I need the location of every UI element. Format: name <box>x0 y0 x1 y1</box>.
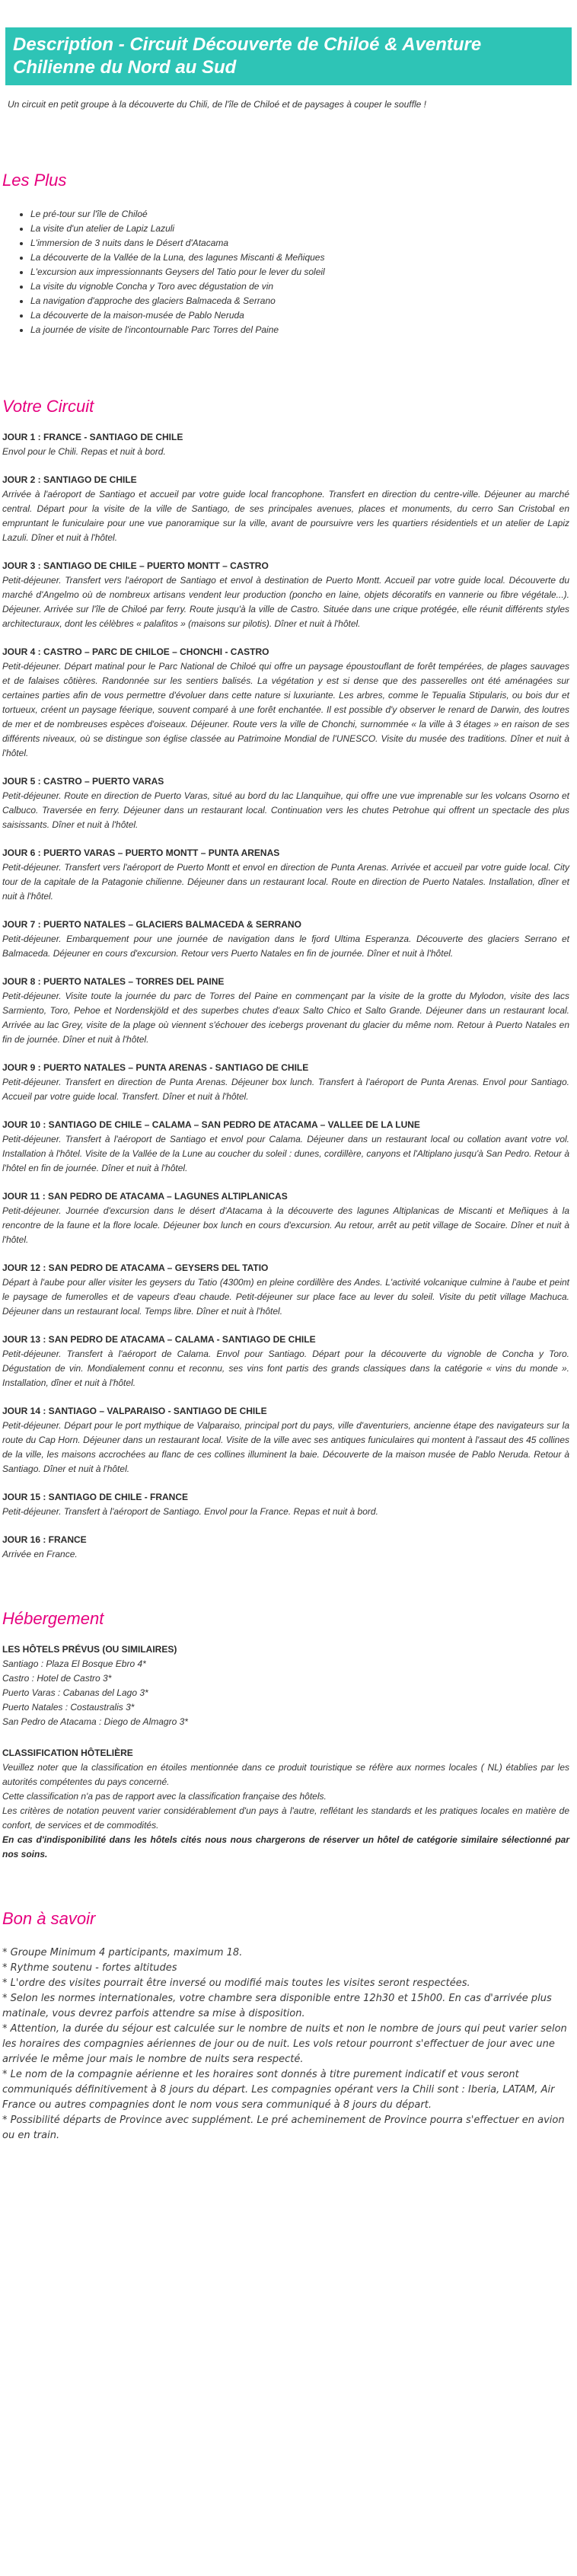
hebergement-heading: Hébergement <box>2 1609 104 1628</box>
classification-text <box>0 1760 577 1833</box>
plus-item: • La découverte de la Vallée de la Luna, des lagunes Miscanti & Meñiques <box>30 251 577 265</box>
hotel-item: Santiago : Plaza El Bosque Ebro 4* <box>2 1658 146 1669</box>
itinerary-day <box>2 559 569 631</box>
itinerary-day <box>2 1118 569 1176</box>
day-description: Départ à l'aube pour aller visiter les geysers du Tatio (4300m) en pleine cordillère des Andes. L'activité volcanique culmine à l'aube et peint le paysage de fumerolles et de vapeurs d'eau chaude. Petit-déjeuner sur place face au lever du soleil. Visite du petit village Machuca. Déjeuner dans un restaurant local. Temps libre. Dîner et nuit à l'hôtel. <box>2 1277 569 1317</box>
day-description: Petit-déjeuner. Transfert à l'aéroport de Calama. Envol pour Santiago. Départ pour la découverte du vignoble de Concha y Toro. Dégustation de vin. Mondialement connu et reconnu, ses vins font partis des grands classiques dans la catégorie « vins du monde ». Installation, dîner et nuit à l'hôtel. <box>2 1349 569 1388</box>
itinerary-day <box>2 1490 569 1519</box>
plus-item: • L'excursion aux impressionnants Geysers del Tatio pour le lever du soleil <box>30 265 577 279</box>
day-title: JOUR 5 : CASTRO – PUERTO VARAS <box>2 776 164 787</box>
circuit-section <box>0 397 577 1562</box>
les-plus-section <box>0 171 577 337</box>
day-title: JOUR 7 : PUERTO NATALES – GLACIERS BALMACEDA & SERRANO <box>2 919 301 930</box>
day-title: JOUR 15 : SANTIAGO DE CHILE - FRANCE <box>2 1492 189 1502</box>
itinerary-day <box>2 774 569 832</box>
itinerary-day <box>2 1333 569 1390</box>
itinerary-day <box>2 430 569 459</box>
itinerary-day <box>2 975 569 1047</box>
classification-note: En cas d'indisponibilité dans les hôtels cités nous nous chargerons de réserver un hôtel de catégorie similaire sélectionné par nos soins. <box>2 1834 569 1859</box>
plus-item: • La navigation d'approche des glaciers Balmaceda & Serrano <box>30 294 577 308</box>
bon-a-savoir-note: * Le nom de la compagnie aérienne et les horaires sont donnés à titre purement indicatif et vous seront communiqués définitivement à 8 jours du départ. Les compagnies opérant vers la Chili sont : Iberia, LATAM, Air France ou autres compagnies dont le nom vous sera communiqué à 8 jours du départ. <box>2 2069 555 2111</box>
day-description: Petit-déjeuner. Transfert vers l'aéroport de Puerto Montt et envol en direction de Punta Arenas. Arrivée et accueil par votre guide local. City tour de la capitale de la Patagonie chilienne. Déjeuner dans un restaurant local. Route en direction de Puerto Natales. Installation, dîner et nuit à l'hôtel. <box>2 862 569 902</box>
page <box>0 27 577 2143</box>
day-description: Petit-déjeuner. Visite toute la journée du parc de Torres del Paine en commençant par la visite de la grotte du Mylodon, visite des lacs Sarmiento, Toro, Pehoe et Nordenskjöld et des superbes chutes d'eaux Salto Chico et Salto Grande. Déjeuner dans un restaurant local. Arrivée au lac Grey, visite de la plage où viennent s'échouer des icebergs provenant du glacier du même nom. Retour à Puerto Natales en fin de journée. Dîner et nuit à l'hôtel. <box>2 991 569 1045</box>
itinerary-day <box>2 1404 569 1476</box>
day-title: JOUR 4 : CASTRO – PARC DE CHILOE – CHONCHI - CASTRO <box>2 646 269 657</box>
itinerary-day <box>2 1261 569 1319</box>
page-title: Description - Circuit Découverte de Chiloé & Aventure Chilienne du Nord au Sud <box>13 34 482 78</box>
itinerary-days <box>2 430 577 1562</box>
day-title: JOUR 9 : PUERTO NATALES – PUNTA ARENAS - SANTIAGO DE CHILE <box>2 1062 309 1073</box>
day-description: Arrivée en France. <box>2 1549 78 1559</box>
day-description: Petit-déjeuner. Journée d'excursion dans le désert d'Atacama à la découverte des lagunes Altiplanicas de Miscanti et Meñiques à la rencontre de la faune et la flore locale. Déjeuner box lunch en cours d'excursion. Au retour, arrêt au petit village de Socaire. Dîner et nuit à l'hôtel. <box>2 1205 569 1245</box>
classification-paragraph: Veuillez noter que la classification en étoiles mentionnée dans ce produit touristique se réfère aux normes locales ( NL) établies par les autorités compétentes du pays concerné. <box>2 1762 569 1787</box>
day-title: JOUR 14 : SANTIAGO – VALPARAISO - SANTIAGO DE CHILE <box>2 1406 267 1416</box>
bon-a-savoir-notes <box>2 1946 568 2143</box>
itinerary-day <box>2 1189 569 1247</box>
plus-item: • Le pré-tour sur l'île de Chiloé <box>30 207 577 222</box>
day-title: JOUR 3 : SANTIAGO DE CHILE – PUERTO MONTT – CASTRO <box>2 560 269 571</box>
hotels-list <box>2 1657 577 1729</box>
day-title: JOUR 12 : SAN PEDRO DE ATACAMA – GEYSERS DEL TATIO <box>2 1262 269 1273</box>
day-description: Petit-déjeuner. Route en direction de Puerto Varas, situé au bord du lac Llanquihue, qui offre une vue imprenable sur les volcans Osorno et Calbuco. Traversée en ferry. Déjeuner dans un restaurant local. Continuation vers les chutes Petrohue qui offrent un spectacle des plus saisissants. Dîner et nuit à l'hôtel. <box>2 790 569 830</box>
title-banner <box>5 27 572 85</box>
bon-a-savoir-note: * Selon les normes internationales, votre chambre sera disponible entre 12h30 et 15h00. En cas d'arrivée plus matinale, vous devrez parfois attendre sa mise à disposition. <box>2 1993 552 2019</box>
bon-a-savoir-note: * L'ordre des visites pourrait être inversé ou modifié mais toutes les visites seront respectées. <box>2 1977 470 1989</box>
itinerary-day <box>2 1061 569 1104</box>
hotel-item: Castro : Hotel de Castro 3* <box>2 1673 112 1684</box>
itinerary-day <box>2 846 569 904</box>
day-description: Petit-déjeuner. Départ pour le port mythique de Valparaiso, principal port du pays, ville d'aventuriers, ancienne étape des navigateurs sur la route du Cap Horn. Déjeuner dans un restaurant local. Visite de la ville avec ses antiques funiculaires qui montent à l'assaut des 45 collines de la ville, les maisons accrochées au flanc de ces collines illuminent la baie. Découverte de la maison musée de Pablo Neruda. Retour à Santiago. Dîner et nuit à l'hôtel. <box>2 1420 569 1474</box>
plus-item: • La visite du vignoble Concha y Toro avec dégustation de vin <box>30 279 577 294</box>
day-description: Petit-déjeuner. Départ matinal pour le Parc National de Chiloé qui offre un paysage époustouflant de forêt tempérées, de plages sauvages et de falaises côtières. Randonnée sur les sentiers balisés. La végétation y est si dense que des passerelles ont été aménagées sur certaines parties afin de vous permettre d'évoluer dans cette nature si luxuriante. Les arbres, comme le Tepualia Stipularis, ou bois dur et tortueux, créent un paysage féerique, souvent comparé à une forêt enchantée. Il est possible d'y observer le renard de Darwin, des loutres de mer et de nombreuses espèces d'oiseaux. Déjeuner. Route vers la ville de Chonchi, surnommée « la ville à 3 étages » en raison de ses différents niveaux, où se distingue son église classée au Patrimoine Mondial de l'UNESCO. Visite du musée des traditions. Dîner et nuit à l'hôtel. <box>2 661 569 758</box>
plus-item: • La journée de visite de l'incontournable Parc Torres del Paine <box>30 323 577 337</box>
plus-item: • La découverte de la maison-musée de Pablo Neruda <box>30 308 577 323</box>
classification-paragraph: Cette classification n'a pas de rapport avec la classification française des hôtels. <box>2 1791 327 1802</box>
circuit-heading: Votre Circuit <box>2 397 94 416</box>
bon-a-savoir-note: * Attention, la durée du séjour est calculée sur le nombre de nuits et non le nombre de jours qui peut varier selon les horaires des compagnies aériennes de jour ou de nuit. Les vols retour pourront s'effectuer de jour avec une arrivée le même jour mais le nombre de nuits sera respecté. <box>2 2023 567 2065</box>
intro-text: Un circuit en petit groupe à la découverte du Chili, de l'île de Chiloé et de paysages à couper le souffle ! <box>8 99 426 110</box>
day-title: JOUR 6 : PUERTO VARAS – PUERTO MONTT – PUNTA ARENAS <box>2 847 280 858</box>
day-description: Petit-déjeuner. Transfert vers l'aéroport de Santiago et envol à destination de Puerto Montt. Accueil par votre guide local. Découverte du marché d'Angelmo où de nombreux artisans vendent leur production (poncho en laine, objets décoratifs en vannerie ou fibre végétale...). Déjeuner. Arrivée sur l'île de Chiloé par ferry. Route jusqu'à la ville de Castro. Située dans une crique protégée, elle réunit différents styles architecturaux, dont les célèbres « palafitos » (maisons sur pilotis). Dîner et nuit à l'hôtel. <box>2 575 569 629</box>
day-title: JOUR 16 : FRANCE <box>2 1534 87 1545</box>
bon-a-savoir-note: * Rythme soutenu - fortes altitudes <box>2 1962 177 1974</box>
hotel-item: Puerto Varas : Cabanas del Lago 3* <box>2 1687 148 1698</box>
day-title: JOUR 8 : PUERTO NATALES – TORRES DEL PAINE <box>2 976 225 987</box>
day-title: JOUR 13 : SAN PEDRO DE ATACAMA – CALAMA - SANTIAGO DE CHILE <box>2 1334 316 1345</box>
bon-a-savoir-note: * Groupe Minimum 4 participants, maximum 18. <box>2 1947 243 1958</box>
day-title: JOUR 2 : SANTIAGO DE CHILE <box>2 474 137 485</box>
hotel-item: Puerto Natales : Costaustralis 3* <box>2 1702 135 1713</box>
itinerary-day <box>2 1533 569 1562</box>
hotel-item: San Pedro de Atacama : Diego de Almagro 3* <box>2 1716 188 1727</box>
bon-a-savoir-section <box>0 1909 577 2143</box>
les-plus-heading: Les Plus <box>2 171 67 190</box>
day-description: Petit-déjeuner. Transfert à l'aéroport de Santiago et envol pour Calama. Déjeuner dans un restaurant local ou collation avant votre vol. Installation à l'hôtel. Visite de la Vallée de la Lune au coucher du soleil : dunes, cordillère, canyons et l'Altiplano jusqu'à San Pedro. Retour à l'hôtel en fin de journée. Dîner et nuit à l'hôtel. <box>2 1134 569 1173</box>
day-title: JOUR 11 : SAN PEDRO DE ATACAMA – LAGUNES ALTIPLANICAS <box>2 1191 288 1202</box>
day-description: Envol pour le Chili. Repas et nuit à bord. <box>2 446 166 457</box>
day-title: JOUR 10 : SANTIAGO DE CHILE – CALAMA – SAN PEDRO DE ATACAMA – VALLEE DE LA LUNE <box>2 1119 420 1130</box>
itinerary-day <box>2 918 569 961</box>
day-description: Petit-déjeuner. Transfert à l'aéroport de Santiago. Envol pour la France. Repas et nuit à bord. <box>2 1506 378 1517</box>
itinerary-day <box>2 645 569 761</box>
plus-item: • L'immersion de 3 nuits dans le Désert d'Atacama <box>30 236 577 251</box>
itinerary-day <box>2 473 569 545</box>
plus-item: • La visite d'un atelier de Lapiz Lazuli <box>30 222 577 236</box>
day-description: Petit-déjeuner. Transfert en direction de Punta Arenas. Déjeuner box lunch. Transfert à l'aéroport de Punta Arenas. Envol pour Santiago. Accueil par votre guide local. Transfert. Dîner et nuit à l'hôtel. <box>2 1077 569 1102</box>
classification-title: CLASSIFICATION HÔTELIÈRE <box>2 1748 133 1758</box>
day-title: JOUR 1 : FRANCE - SANTIAGO DE CHILE <box>2 432 183 442</box>
day-description: Petit-déjeuner. Embarquement pour une journée de navigation dans le fjord Ultima Esperanza. Découverte des glaciers Serrano et Balmaceda. Déjeuner en cours d'excursion. Retour vers Puerto Natales en fin de journée. Dîner et nuit à l'hôtel. <box>2 934 569 959</box>
bon-a-savoir-heading: Bon à savoir <box>2 1909 96 1928</box>
les-plus-list <box>0 207 577 337</box>
hotels-title: LES HÔTELS PRÉVUS (OU SIMILAIRES) <box>2 1644 177 1655</box>
day-description: Arrivée à l'aéroport de Santiago et accueil par votre guide local francophone. Transfert en direction du centre-ville. Déjeuner au marché central. Départ pour la visite de la ville de Santiago, de ses principales avenues, places et monuments, du cerro San Cristobal en empruntant le funiculaire pour une vue panoramique sur la ville, avant de poursuivre vers les quartiers résidentiels et un atelier de Lapiz Lazuli. Dîner et nuit à l'hôtel. <box>2 489 569 543</box>
bon-a-savoir-note: * Possibilité départs de Province avec supplément. Le pré acheminement de Province pourra s'effectuer en avion ou en train. <box>2 2115 565 2141</box>
classification-paragraph: Les critères de notation peuvent varier considérablement d'un pays à l'autre, reflétant les standards et les pratiques locales en matière de confort, de services et de commodités. <box>2 1805 569 1831</box>
hebergement-section <box>0 1609 577 1862</box>
